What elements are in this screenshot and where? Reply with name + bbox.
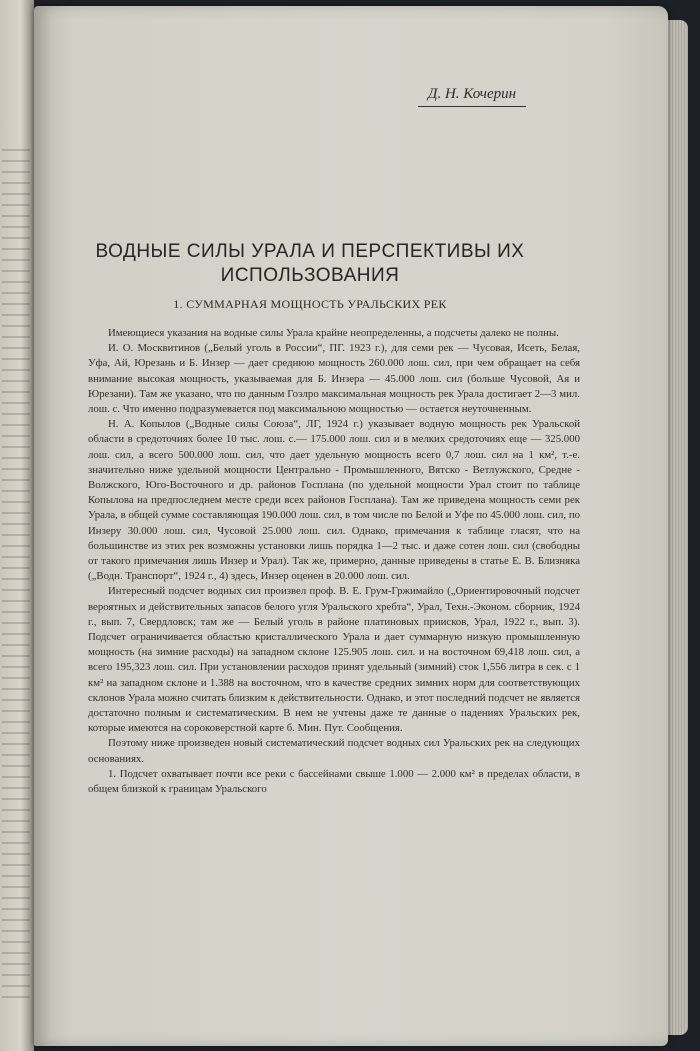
paragraph: Имеющиеся указания на водные силы Урала крайне неопределенны, а подсчеты далеко не полны. <box>108 327 559 339</box>
previous-page-text <box>2 140 30 1000</box>
paragraph: И. О. Москвитинов („Белый уголь в России“, ПГ. 1923 г.), для семи рек — Чусовая, Исеть, Белая, Уфа, Ай, Юрезань и Б. Инзер — дает среднюю мощность 260.000 лош. сил, при чем обращает на себя внимание высокая мощность, указываемая для Б. Инзера — 45.000 лош. сил (больше Чусовой, Ая и Юрезани). Там же указано, что по данным Гоэлро максимальная мощность рек Урала достигает 2—3 мил. лош. с. Что именно подразумевается под максимальною мощностью — остается неуточненным. <box>88 342 580 416</box>
article-title-line-2: ИСПОЛЬЗОВАНИЯ <box>220 265 400 286</box>
previous-page-edge <box>0 0 34 1051</box>
paragraph: Н. А. Копылов („Водные силы Союза“, ЛГ, 1924 г.) указывает водную мощность рек Уральской области в средоточиях более 10 тыс. лош. с.— 175.000 лош. сил и в мелких средоточиях еще — 325.000 лош. сил, а всего 500.000 лош. сил, что дает удельную мощность всего 0,7 лош. сил на 1 км², т.-е. значительно ниже удельной мощности Центрально - Промышленного, Вятско - Ветлужского, Средне - Волжского, Юго-Восточного и др. районов Госплана (по удельной мощности Урал стоит по таблице Копылова на предпоследнем месте среди всех районов Госплана). Там же приведена мощность семи рек Урала, в общей сумме составляющая 190.000 лош. сил, в том числе по Белой и Уфе по 45.000 лош. сил, по Инзеру 30.000 лош. сил, Чусовой 25.000 лош. сил. Однако, примечания к таблице гласят, что на большинстве из этих рек возможны установки лишь порядка 1—2 тыс. и даже сотен лош. сил (свободны от такого примечания лишь Инзер и Урал). Так же, примерно, данные приведены в статье Е. В. Близняка („Водн. Транспорт“, 1924 г., 4) здесь, Инзер оценен в 20.000 лош. сил. <box>88 418 580 583</box>
article-title <box>60 240 560 288</box>
paragraph: 1. Подсчет охватывает почти все реки с бассейнами свыше 1.000 — 2.000 км² в пределах области, в общем близкой к границам Уральского <box>88 767 580 796</box>
article-title-line-1: ВОДНЫЕ СИЛЫ УРАЛА И ПЕРСПЕКТИВЫ ИХ <box>95 241 525 262</box>
author-name: Д. Н. Кочерин <box>418 86 526 107</box>
article-body <box>88 326 580 797</box>
paragraph: Интересный подсчет водных сил произвел проф. В. Е. Грум-Гржимайло („Ориентировочный подсчет вероятных и действительных запасов белого угля Уральского хребта“, Урал, Техн.-Эконом. сборник, 1924 г., вып. 7, Свердловск; там же — Белый уголь в районе платиновых приисков, Урал, 1922 г., вып. 3). Подсчет ограничивается областью кристаллического Урала и дает суммарную низкую промышленную мощность (на зимние расходы) на западном склоне 125.905 лош. сил. и на восточном 69,418 лош. сил, а всего 195,323 лош. сил. При установлении расходов принят удельный (зимний) сток 1,556 литра в сек. с 1 км² на западном склоне и 1.388 на восточном, что в качестве средних зимних норм для соответствующих склонов Урала можно считать близким к действительности. Однако, и этот последний подсчет не является достаточно полным и систематическим. В нем не учтены даже те данные о падениях Уральских рек, которые имеются на сороковерстной карте б. Мин. Пут. Сообщения. <box>88 585 580 735</box>
section-heading: 1. СУММАРНАЯ МОЩНОСТЬ УРАЛЬСКИХ РЕК <box>173 297 447 311</box>
paragraph: Поэтому ниже произведен новый систематический подсчет водных сил Уральских рек на следующих основаниях. <box>88 737 580 765</box>
